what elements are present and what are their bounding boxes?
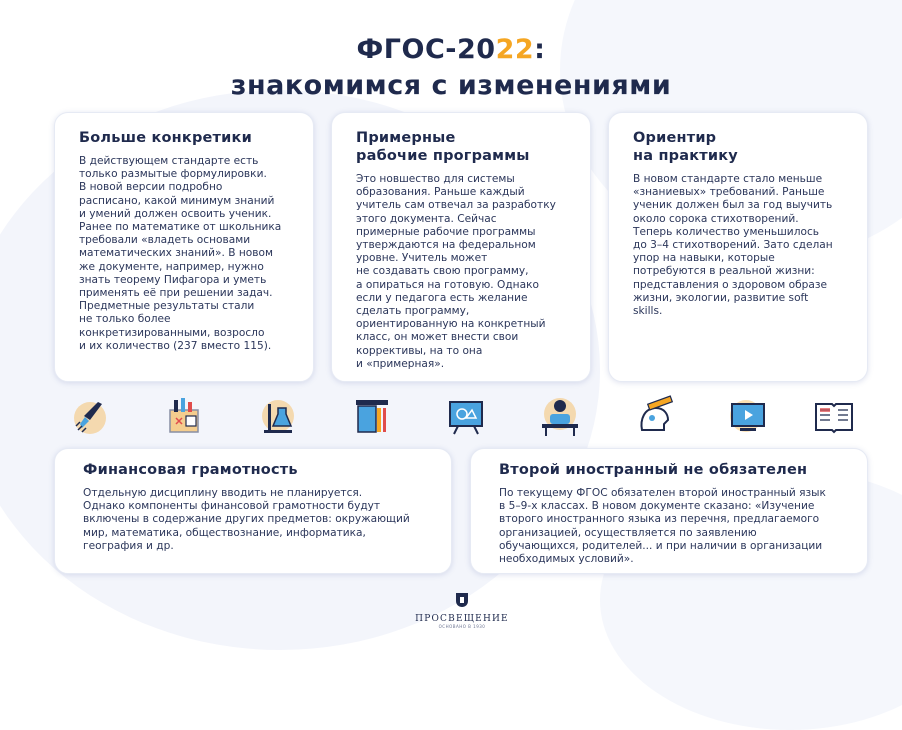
- card-text: В новом стандарте стало меньше «знаниевых» требований. Раньше ученик должен был за год выучить около сорока стихотворений. Теперь количество уменьшилось до 3–4 стихотворений. Зато сделан упор на навыки, которые потребуются в реальной жизни: представления о здоровом образе жизни, экологии, развитие soft skills.: [633, 173, 833, 318]
- school-supplies-icon: [162, 394, 206, 438]
- card-text: По текущему ФГОС обязателен второй иностранный язык в 5–9-х классах. В новом документе сказано: «Изучение второго иностранного языка из перечня, предлагаемого организацией, осуществляется по заявлению обучающихся, родителей... и при наличии в организации необходимых условий».: [499, 487, 826, 566]
- lab-flask-icon: [256, 394, 300, 438]
- card-text: Это новшество для системы образования. Раньше каждый учитель сам отвечал за разработку этого документа. Сейчас примерные рабочие программы утверждаются на федеральном уровне. Учитель может не создавать свою программу, а опираться на готовую. Однако если у педагога есть желание сделать программу, ориентированную на конкретный класс, он может внести свои коррективы, на то она и «примерная».: [356, 173, 556, 370]
- card-finance: [54, 448, 452, 574]
- card-text: Отдельную дисциплину вводить не планируется. Однако компоненты финансовой грамотности будут включены в содержание других предметов: окружающий мир, математика, обществознание, информатика, география и др.: [83, 487, 410, 552]
- card-language: [470, 448, 868, 574]
- shield-icon: [455, 592, 469, 608]
- card-title: Ориентир на практику: [633, 130, 738, 164]
- card-practice: [608, 112, 868, 382]
- video-screen-icon: [726, 394, 770, 438]
- logo-name: ПРОСВЕЩЕНИЕ: [415, 614, 509, 624]
- card-title: Примерные рабочие программы: [356, 130, 530, 164]
- card-konkretika: [54, 112, 314, 382]
- chalkboard-icon: [444, 394, 488, 438]
- page-title-line2: знакомимся с изменениями: [230, 70, 672, 101]
- student-desk-icon: [538, 394, 582, 438]
- title-accent: 22: [495, 34, 535, 65]
- icons-row: [60, 392, 860, 440]
- card-title: Финансовая грамотность: [83, 462, 298, 478]
- publisher-logo: [412, 592, 512, 632]
- page-title-line1: ФГОС-2022:: [356, 34, 546, 65]
- rocket-icon: [68, 394, 112, 438]
- thinking-head-icon: [632, 394, 676, 438]
- open-book-icon: [812, 394, 856, 438]
- books-ruler-icon: [350, 394, 394, 438]
- card-text: В действующем стандарте есть только размытые формулировки. В новой версии подробно расписано, какой минимум знаний и умений должен освоить ученик. Ранее по математике от школьника требовали «владеть основами математических знаний». В новом же документе, например, нужно знать теорему Пифагора и уметь применять её при решении задач. Предметные результаты стали не только более конкретизированными, возросло и их количество (237 вместо 115).: [79, 155, 282, 352]
- card-title: Больше конкретики: [79, 130, 252, 146]
- card-title: Второй иностранный не обязателен: [499, 462, 808, 478]
- logo-subtitle: ОСНОВАНО В 1930: [438, 624, 486, 629]
- card-programs: [331, 112, 591, 382]
